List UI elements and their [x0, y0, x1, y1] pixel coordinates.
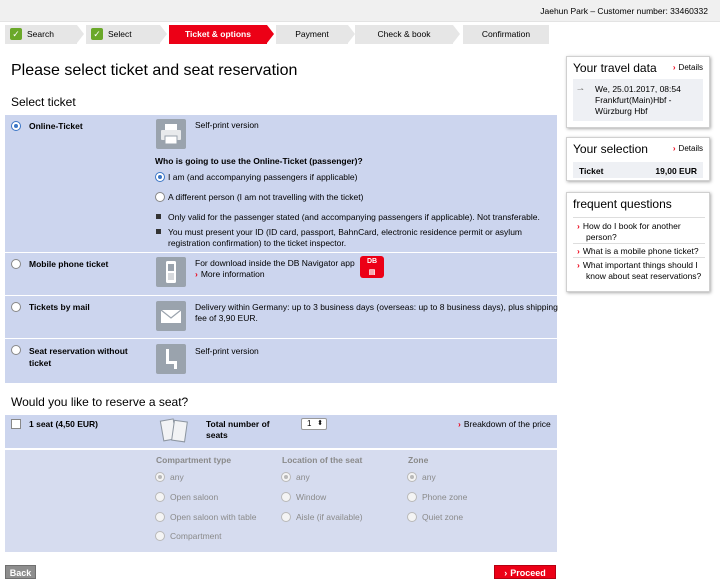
faq-link-3[interactable]: › What important things should I — [577, 260, 698, 270]
step-search[interactable] — [5, 25, 77, 44]
faq-title: frequent questions — [573, 197, 672, 211]
ticket-section-title: Select ticket — [11, 95, 76, 109]
divider — [573, 217, 705, 218]
db-logo-text: DB — [366, 258, 378, 265]
compartment-table-label: Open saloon with table — [170, 512, 257, 522]
printer-icon — [156, 119, 186, 149]
selection-box — [566, 137, 710, 181]
check-icon: ✓ — [10, 28, 22, 40]
step-label: Search — [27, 29, 54, 39]
travel-route-line2: Würzburg Hbf — [595, 106, 648, 116]
divider — [573, 243, 705, 244]
page-title: Please select ticket and seat reservation — [11, 62, 298, 79]
step-arrow — [267, 25, 274, 43]
step-label: Payment — [295, 29, 329, 39]
faq-q3-line1: What important things should I — [582, 260, 698, 270]
step-arrow — [453, 25, 460, 43]
online-ticket-radio[interactable] — [11, 121, 21, 131]
bullet-icon — [156, 229, 161, 234]
selection-details-link[interactable]: › Details — [672, 144, 703, 153]
reserve-seat-checkbox[interactable] — [11, 419, 21, 429]
bullet-icon — [156, 214, 161, 219]
customer-info: Jaehun Park – Customer number: 33460332 — [540, 6, 708, 16]
divider — [573, 257, 705, 258]
zone-any-radio[interactable] — [407, 472, 417, 482]
train-icon: ⇀ — [577, 85, 584, 94]
step-ticket-options — [169, 25, 267, 44]
seat-only-label-line1: Seat reservation without — [29, 346, 128, 356]
location-title: Location of the seat — [282, 455, 363, 465]
selection-row — [573, 162, 703, 178]
step-select[interactable] — [86, 25, 160, 44]
step-confirmation — [463, 25, 549, 44]
id-note-line1: You must present your ID (ID card, passport, BahnCard, electronic residence permit or asylum — [168, 227, 523, 237]
seat-only-label-line2: ticket — [29, 358, 52, 368]
mobile-ticket-radio[interactable] — [11, 259, 21, 269]
location-window-label: Window — [296, 492, 327, 502]
travel-date: We, 25.01.2017, 08:54 — [595, 84, 681, 94]
seat-only-radio[interactable] — [11, 345, 21, 355]
seat-icon — [156, 344, 186, 374]
online-ticket-desc: Self-print version — [195, 120, 259, 130]
passenger-question: Who is going to use the Online-Ticket (passenger)? — [155, 156, 363, 166]
total-seats-label-line1: Total number of — [206, 419, 270, 429]
mail-ticket-desc-line1: Delivery within Germany: up to 3 business days (overseas: up to 8 business days), plus shipping — [195, 302, 558, 312]
compartment-open-saloon-label: Open saloon — [170, 492, 219, 502]
mail-ticket-label: Tickets by mail — [29, 302, 90, 312]
step-payment — [276, 25, 348, 44]
zone-phone-label: Phone zone — [422, 492, 468, 502]
mail-ticket-radio[interactable] — [11, 302, 21, 312]
faq-link-1[interactable]: › How do I book for another — [577, 221, 681, 231]
travel-info — [573, 79, 703, 121]
travel-data-title: Your travel data — [573, 61, 657, 75]
divider — [5, 252, 557, 253]
passenger-self-radio[interactable] — [155, 172, 165, 182]
proceed-label: Proceed — [510, 568, 546, 578]
account-bar — [0, 0, 720, 22]
db-navigator-icon[interactable]: DB ▤ — [360, 256, 384, 278]
location-aisle-label: Aisle (if available) — [296, 512, 363, 522]
seat-tickets-icon — [159, 417, 191, 445]
id-note-line2: registration confirmation) to the ticket inspector. — [168, 238, 347, 248]
faq-link-2[interactable]: › What is a mobile phone ticket? — [577, 246, 699, 256]
more-info-label: More information — [200, 269, 265, 279]
mobile-ticket-desc: For download inside the DB Navigator app — [195, 258, 355, 268]
validity-note: Only valid for the passenger stated (and accompanying passengers if applicable). Not transferable. — [168, 212, 540, 222]
location-aisle-radio[interactable] — [281, 512, 291, 522]
faq-q3-line2[interactable]: know about seat reservations? — [586, 271, 702, 281]
online-ticket-label: Online-Ticket — [29, 121, 83, 131]
compartment-compartment-label: Compartment — [170, 531, 222, 541]
price-breakdown-label: Breakdown of the price — [463, 419, 551, 429]
faq-q2-label: What is a mobile phone ticket? — [582, 246, 699, 256]
compartment-compartment-radio[interactable] — [155, 531, 165, 541]
step-label: Check & book — [377, 29, 431, 39]
selection-title: Your selection — [573, 142, 648, 156]
seat-count-select[interactable] — [301, 418, 327, 430]
progress-steps — [5, 25, 555, 44]
mobile-phone-icon — [156, 257, 186, 287]
selection-details-label: Details — [678, 144, 703, 153]
step-arrow — [348, 25, 355, 43]
step-label: Select — [108, 29, 132, 39]
divider — [5, 338, 557, 339]
travel-route-line1: Frankfurt(Main)Hbf - — [595, 95, 672, 105]
location-any-label: any — [296, 472, 310, 482]
total-seats-label-line2: seats — [206, 430, 228, 440]
mail-ticket-desc-line2: fee of 3,90 EUR. — [195, 313, 258, 323]
proceed-button[interactable]: › Proceed — [494, 565, 556, 579]
zone-quiet-radio[interactable] — [407, 512, 417, 522]
seat-price-label: 1 seat (4,50 EUR) — [29, 419, 98, 429]
selection-price: 19,00 EUR — [655, 166, 697, 176]
zone-any-label: any — [422, 472, 436, 482]
step-check-book — [355, 25, 453, 44]
divider — [5, 295, 557, 296]
mobile-ticket-label: Mobile phone ticket — [29, 259, 109, 269]
faq-box — [566, 192, 710, 292]
location-any-radio[interactable] — [281, 472, 291, 482]
price-breakdown-link[interactable]: › Breakdown of the price — [458, 419, 551, 429]
envelope-icon — [156, 301, 186, 331]
location-window-radio[interactable] — [281, 492, 291, 502]
spinner-icon: ⬍ — [317, 420, 323, 427]
seat-options-panel — [5, 450, 557, 552]
step-arrow — [77, 25, 84, 43]
step-label: Ticket & options — [185, 29, 251, 39]
seat-section-title: Would you like to reserve a seat? — [11, 395, 189, 409]
travel-data-box — [566, 56, 710, 128]
compartment-table-radio[interactable] — [155, 512, 165, 522]
compartment-any-label: any — [170, 472, 184, 482]
passenger-other-radio[interactable] — [155, 192, 165, 202]
travel-details-label: Details — [678, 63, 703, 72]
zone-title: Zone — [408, 455, 429, 465]
compartment-any-radio[interactable] — [155, 472, 165, 482]
seat-only-desc: Self-print version — [195, 346, 259, 356]
passenger-other-label: A different person (I am not travelling with the ticket) — [168, 192, 364, 202]
zone-phone-radio[interactable] — [407, 492, 417, 502]
compartment-title: Compartment type — [156, 455, 232, 465]
travel-details-link[interactable]: › Details — [672, 63, 703, 72]
step-arrow — [160, 25, 167, 43]
compartment-open-saloon-radio[interactable] — [155, 492, 165, 502]
seat-count-value: 1 — [307, 419, 312, 428]
more-info-link[interactable]: › More information — [195, 269, 265, 279]
back-button[interactable]: Back — [5, 565, 36, 579]
selection-item: Ticket — [579, 166, 604, 176]
check-icon: ✓ — [91, 28, 103, 40]
faq-q1-line2[interactable]: person? — [586, 232, 617, 242]
passenger-self-label: I am (and accompanying passengers if applicable) — [168, 172, 358, 182]
faq-q1-line1: How do I book for another — [582, 221, 681, 231]
zone-quiet-label: Quiet zone — [422, 512, 464, 522]
step-label: Confirmation — [481, 29, 531, 39]
